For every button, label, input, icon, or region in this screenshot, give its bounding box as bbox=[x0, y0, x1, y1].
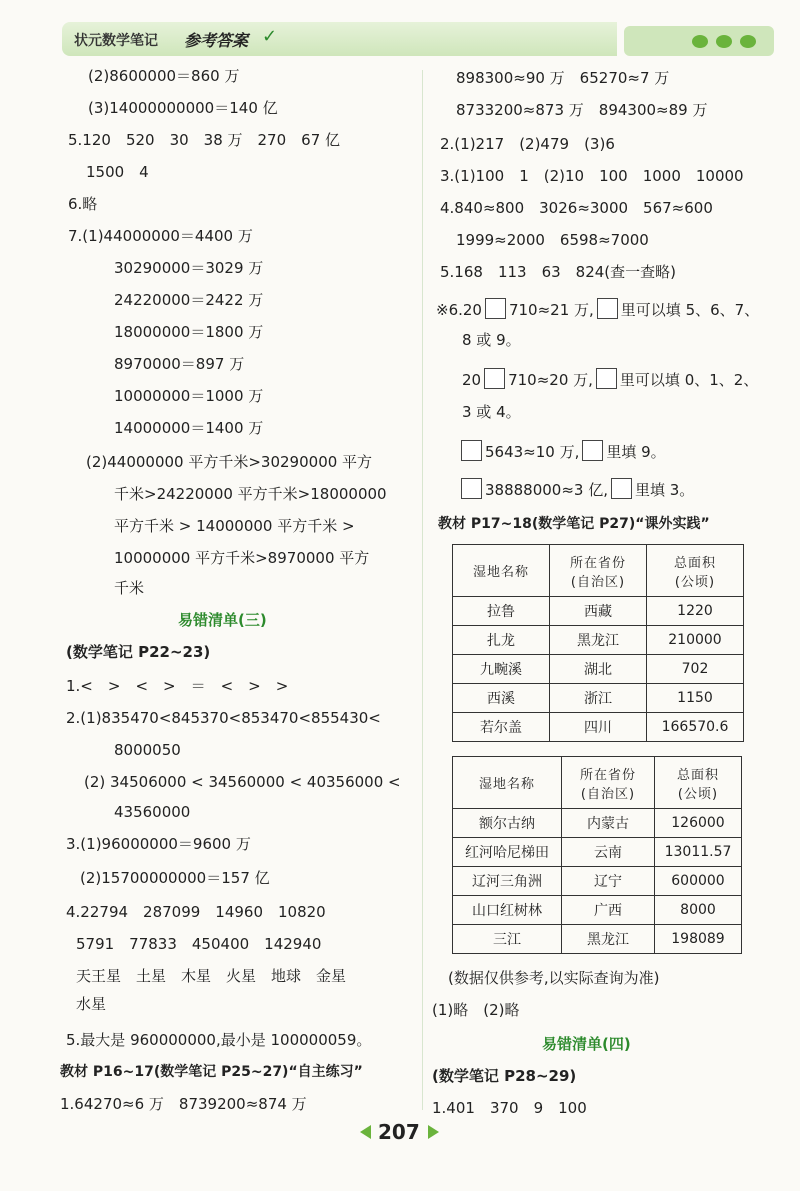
table-cell: 湖北 bbox=[550, 655, 647, 684]
table-cell: 红河哈尼梯田 bbox=[453, 838, 562, 867]
table-row bbox=[453, 626, 744, 655]
page-header bbox=[62, 22, 617, 56]
blank-box bbox=[597, 298, 618, 319]
table-cell: 内蒙古 bbox=[562, 809, 655, 838]
answer-text: 38888000≈3 亿, bbox=[485, 481, 608, 499]
answer-line: 898300≈90 万 65270≈7 万 bbox=[456, 69, 670, 87]
answer-line: (2)8600000＝860 万 bbox=[88, 67, 240, 85]
table-cell: 西溪 bbox=[453, 684, 550, 713]
blank-box bbox=[582, 440, 603, 461]
header-line: 所在省份 bbox=[579, 767, 636, 783]
table-cell: 三江 bbox=[453, 925, 562, 954]
answer-line: 1.64270≈6 万 8739200≈874 万 bbox=[60, 1095, 307, 1113]
answer-line bbox=[436, 298, 759, 320]
table-header-cell: 湿地名称 bbox=[453, 545, 550, 597]
table-cell: 702 bbox=[647, 655, 744, 684]
header-decoration bbox=[624, 26, 774, 56]
dot-icon bbox=[740, 35, 756, 48]
answer-text: 里可以填 0、1、2、 bbox=[619, 371, 759, 389]
answer-line: 4.840≈800 3026≈3000 567≈600 bbox=[440, 199, 713, 217]
table-cell: 山口红树林 bbox=[453, 896, 562, 925]
answer-line: 3.(1)96000000＝9600 万 bbox=[66, 835, 251, 853]
blank-box bbox=[484, 368, 505, 389]
table-cell: 四川 bbox=[550, 713, 647, 742]
table-cell: 浙江 bbox=[550, 684, 647, 713]
answer-text: 20 bbox=[462, 371, 482, 389]
arrow-right-icon bbox=[428, 1125, 439, 1139]
answer-line: 1.< > < > ＝ < > > bbox=[66, 677, 289, 695]
header-line: 所在省份 bbox=[569, 555, 626, 571]
answer-text: 710≈20 万, bbox=[508, 371, 593, 389]
table-cell: 198089 bbox=[655, 925, 742, 954]
table-row bbox=[453, 867, 742, 896]
answer-line: 2.(1)835470<845370<853470<855430< bbox=[66, 709, 381, 727]
answer-line: 14000000＝1400 万 bbox=[114, 419, 264, 437]
answer-line: 8 或 9。 bbox=[462, 331, 521, 349]
table-cell: 九畹溪 bbox=[453, 655, 550, 684]
answer-line: 5791 77833 450400 142940 bbox=[76, 935, 322, 953]
arrow-left-icon bbox=[360, 1125, 371, 1139]
answer-line: 3 或 4。 bbox=[462, 403, 521, 421]
dot-icon bbox=[716, 35, 732, 48]
section-heading: 易错清单(四) bbox=[542, 1035, 631, 1053]
answer-text: 5643≈10 万, bbox=[485, 443, 580, 461]
header-line: (自治区) bbox=[580, 786, 636, 802]
table-row bbox=[453, 925, 742, 954]
header-line: (公顷) bbox=[674, 574, 716, 590]
answer-line: (2)15700000000＝157 亿 bbox=[80, 869, 270, 887]
answer-line: (1)略 (2)略 bbox=[432, 1001, 520, 1019]
answer-line: 10000000 平方千米>8970000 平方 bbox=[114, 549, 370, 567]
header-line: 总面积 bbox=[673, 555, 716, 571]
answer-line: 3.(1)100 1 (2)10 100 1000 10000 bbox=[440, 167, 744, 185]
table-cell: 1220 bbox=[647, 597, 744, 626]
answer-line: 43560000 bbox=[114, 803, 191, 821]
table-header-cell bbox=[647, 545, 744, 597]
table-cell: 辽河三角洲 bbox=[453, 867, 562, 896]
table-header-cell bbox=[550, 545, 647, 597]
answer-line: 10000000＝1000 万 bbox=[114, 387, 264, 405]
section-subheading: (数学笔记 P28~29) bbox=[432, 1067, 577, 1085]
table-header-cell bbox=[562, 757, 655, 809]
table-row bbox=[453, 597, 744, 626]
answer-text: 710≈21 万, bbox=[508, 301, 594, 319]
answer-line: 2.(1)217 (2)479 (3)6 bbox=[440, 135, 615, 153]
wetland-table-1 bbox=[452, 544, 744, 742]
answer-line: 平方千米 > 14000000 平方千米 > bbox=[114, 517, 355, 535]
answer-line: 30290000＝3029 万 bbox=[114, 259, 264, 277]
header-title: 参考答案 bbox=[184, 31, 249, 50]
table-cell: 广西 bbox=[562, 896, 655, 925]
table-cell: 扎龙 bbox=[453, 626, 550, 655]
table-row bbox=[453, 684, 744, 713]
table-cell: 黑龙江 bbox=[550, 626, 647, 655]
answer-text: 里可以填 5、6、7、 bbox=[620, 301, 760, 319]
answer-text: 里填 3。 bbox=[635, 481, 695, 499]
table-cell: 8000 bbox=[655, 896, 742, 925]
blank-box bbox=[461, 478, 482, 499]
table-cell: 云南 bbox=[562, 838, 655, 867]
answer-text: ※6.20 bbox=[436, 301, 482, 319]
answer-text: 里填 9。 bbox=[606, 443, 666, 461]
answer-line: 5.最大是 960000000,最小是 100000059。 bbox=[66, 1031, 372, 1049]
answer-line: 5.168 113 63 824(查一查略) bbox=[440, 263, 676, 281]
answer-line: 天王星 土星 木星 火星 地球 金星 bbox=[76, 967, 347, 985]
table-cell: 辽宁 bbox=[562, 867, 655, 896]
answer-line: 8000050 bbox=[114, 741, 181, 759]
table-row bbox=[453, 655, 744, 684]
answer-line: 千米 bbox=[114, 579, 145, 597]
section-heading: 易错清单(三) bbox=[178, 611, 267, 629]
section-subheading: 教材 P17~18(数学笔记 P27)“课外实践” bbox=[438, 516, 710, 532]
blank-box bbox=[611, 478, 632, 499]
blank-box bbox=[596, 368, 617, 389]
series-name: 状元数学笔记 bbox=[74, 33, 158, 49]
table-cell: 126000 bbox=[655, 809, 742, 838]
answer-line: (数据仅供参考,以实际查询为准) bbox=[448, 969, 660, 987]
table-row bbox=[453, 809, 742, 838]
table-cell: 166570.6 bbox=[647, 713, 744, 742]
table-cell: 13011.57 bbox=[655, 838, 742, 867]
answer-line: 18000000＝1800 万 bbox=[114, 323, 264, 341]
answer-line: 24220000＝2422 万 bbox=[114, 291, 264, 309]
answer-line bbox=[458, 440, 666, 462]
table-cell: 600000 bbox=[655, 867, 742, 896]
answer-line: 7.(1)44000000＝4400 万 bbox=[68, 227, 253, 245]
answer-line: 4.22794 287099 14960 10820 bbox=[66, 903, 326, 921]
answer-line: 8970000＝897 万 bbox=[114, 355, 245, 373]
table-row bbox=[453, 896, 742, 925]
answer-line: (3)14000000000＝140 亿 bbox=[88, 99, 278, 117]
answer-line: 6.略 bbox=[68, 195, 98, 213]
table-cell: 西藏 bbox=[550, 597, 647, 626]
answer-line: 8733200≈873 万 894300≈89 万 bbox=[456, 101, 708, 119]
column-divider bbox=[422, 70, 423, 1110]
answer-line: 1.401 370 9 100 bbox=[432, 1099, 587, 1117]
answer-line: (2) 34506000 < 34560000 < 40356000 < bbox=[84, 773, 401, 791]
table-header-cell: 湿地名称 bbox=[453, 757, 562, 809]
table-row bbox=[453, 713, 744, 742]
answer-line bbox=[462, 368, 758, 390]
answer-line: 1500 4 bbox=[86, 163, 149, 181]
blank-box bbox=[485, 298, 506, 319]
dot-icon bbox=[692, 35, 708, 48]
answer-line: 5.120 520 30 38 万 270 67 亿 bbox=[68, 131, 341, 149]
table-header-row bbox=[453, 545, 744, 597]
table-row bbox=[453, 838, 742, 867]
section-subheading: 教材 P16~17(数学笔记 P25~27)“自主练习” bbox=[60, 1064, 363, 1080]
header-line: (自治区) bbox=[570, 574, 626, 590]
table-cell: 1150 bbox=[647, 684, 744, 713]
table-cell: 拉鲁 bbox=[453, 597, 550, 626]
table-cell: 黑龙江 bbox=[562, 925, 655, 954]
header-line: 总面积 bbox=[676, 767, 719, 783]
table-cell: 额尔古纳 bbox=[453, 809, 562, 838]
answer-line: (2)44000000 平方千米>30290000 平方 bbox=[86, 453, 373, 471]
wetland-table-2 bbox=[452, 756, 742, 954]
check-icon: ✓ bbox=[262, 26, 278, 47]
blank-box bbox=[461, 440, 482, 461]
header-line: (公顷) bbox=[677, 786, 719, 802]
table-header-cell bbox=[655, 757, 742, 809]
table-cell: 若尔盖 bbox=[453, 713, 550, 742]
table-header-row bbox=[453, 757, 742, 809]
page-number: 207 bbox=[378, 1120, 420, 1144]
answer-line: 1999≈2000 6598≈7000 bbox=[456, 231, 649, 249]
answer-line bbox=[458, 478, 694, 500]
section-subheading: (数学笔记 P22~23) bbox=[66, 643, 211, 661]
answer-line: 千米>24220000 平方千米>18000000 bbox=[114, 485, 387, 503]
table-cell: 210000 bbox=[647, 626, 744, 655]
answer-line: 水星 bbox=[76, 995, 107, 1013]
